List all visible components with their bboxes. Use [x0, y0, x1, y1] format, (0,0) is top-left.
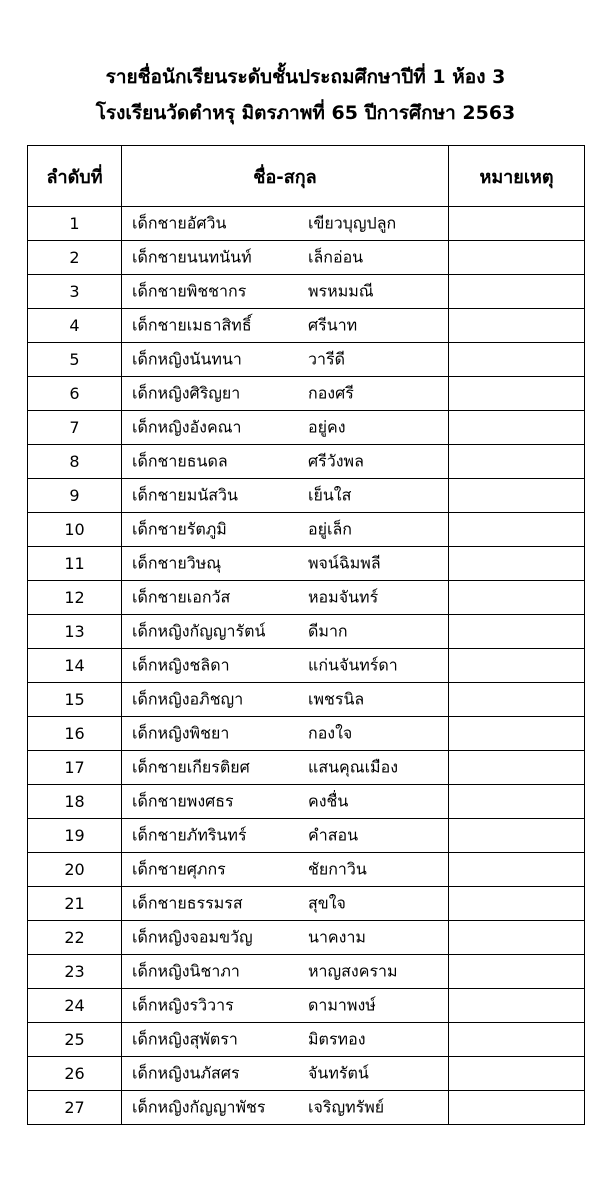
student-first-name: เด็กชายธนดล [132, 451, 228, 470]
row-number: 12 [28, 581, 122, 615]
remark-cell [449, 717, 585, 751]
remark-cell [449, 513, 585, 547]
student-last-name: ศรีนาท [308, 315, 358, 334]
student-first-name: เด็กหญิงนิชาภา [132, 961, 240, 980]
student-last-name: เล็กอ่อน [308, 247, 364, 266]
student-first-name: เด็กชายเอกวัส [132, 587, 231, 606]
remark-cell [449, 1023, 585, 1057]
table-row [28, 1057, 585, 1091]
student-name-cell [122, 853, 449, 887]
column-header-remark: หมายเหตุ [449, 146, 585, 207]
student-name-cell [122, 1091, 449, 1125]
student-first-name: เด็กหญิงนันทนา [132, 349, 242, 368]
table-row [28, 581, 585, 615]
remark-cell [449, 785, 585, 819]
student-name-cell [122, 751, 449, 785]
remark-cell [449, 445, 585, 479]
row-number: 18 [28, 785, 122, 819]
table-row [28, 921, 585, 955]
row-number: 17 [28, 751, 122, 785]
student-name-cell [122, 1023, 449, 1057]
remark-cell [449, 377, 585, 411]
remark-cell [449, 989, 585, 1023]
remark-cell [449, 751, 585, 785]
table-row [28, 955, 585, 989]
student-first-name: เด็กหญิงอภิชญา [132, 689, 244, 708]
student-name-cell [122, 275, 449, 309]
row-number: 19 [28, 819, 122, 853]
table-row [28, 411, 585, 445]
student-name-cell [122, 377, 449, 411]
row-number: 11 [28, 547, 122, 581]
student-last-name: มิตรทอง [308, 1029, 366, 1048]
remark-cell [449, 649, 585, 683]
student-name-cell [122, 683, 449, 717]
remark-cell [449, 853, 585, 887]
student-last-name: ศรีวังพล [308, 451, 364, 470]
table-row [28, 649, 585, 683]
row-number: 26 [28, 1057, 122, 1091]
student-first-name: เด็กชายพิชชากร [132, 281, 247, 300]
remark-cell [449, 547, 585, 581]
row-number: 23 [28, 955, 122, 989]
student-first-name: เด็กชายรัตภูมิ [132, 519, 227, 538]
student-last-name: พจน์ฉิมพลี [308, 553, 381, 572]
student-last-name: เย็นใส [308, 485, 352, 504]
student-last-name: สุขใจ [308, 893, 346, 912]
row-number: 22 [28, 921, 122, 955]
row-number: 27 [28, 1091, 122, 1125]
remark-cell [449, 241, 585, 275]
student-first-name: เด็กหญิงจอมขวัญ [132, 927, 253, 946]
remark-cell [449, 309, 585, 343]
student-last-name: กองใจ [308, 723, 353, 742]
student-first-name: เด็กหญิงชลิดา [132, 655, 230, 674]
row-number: 24 [28, 989, 122, 1023]
student-name-cell [122, 513, 449, 547]
student-last-name: กองศรี [308, 383, 354, 402]
student-last-name: อยู่เล็ก [308, 519, 352, 538]
student-first-name: เด็กชายภัทรินทร์ [132, 825, 247, 844]
row-number: 14 [28, 649, 122, 683]
table-row [28, 207, 585, 241]
student-first-name: เด็กหญิงพิชยา [132, 723, 230, 742]
table-row [28, 683, 585, 717]
student-first-name: เด็กชายศุภกร [132, 859, 226, 878]
student-last-name: คงชื่น [308, 791, 349, 810]
remark-cell [449, 955, 585, 989]
student-name-cell [122, 955, 449, 989]
remark-cell [449, 887, 585, 921]
student-last-name: คำสอน [308, 825, 358, 844]
row-number: 2 [28, 241, 122, 275]
student-name-cell [122, 1057, 449, 1091]
student-first-name: เด็กหญิงนภัสศร [132, 1063, 240, 1082]
row-number: 7 [28, 411, 122, 445]
row-number: 9 [28, 479, 122, 513]
table-row [28, 513, 585, 547]
student-last-name: นาคงาม [308, 927, 366, 946]
student-last-name: แก่นจันทร์ดา [308, 655, 398, 674]
remark-cell [449, 1091, 585, 1125]
row-number: 6 [28, 377, 122, 411]
student-name-cell [122, 309, 449, 343]
student-name-cell [122, 921, 449, 955]
student-first-name: เด็กชายนนทนันท์ [132, 247, 252, 266]
student-first-name: เด็กชายธรรมรส [132, 893, 243, 912]
table-row [28, 275, 585, 309]
remark-cell [449, 411, 585, 445]
table-row [28, 479, 585, 513]
student-last-name: จันทรัตน์ [308, 1063, 369, 1082]
remark-cell [449, 479, 585, 513]
column-header-name: ชื่อ-สกุล [122, 146, 449, 207]
student-name-cell [122, 717, 449, 751]
student-first-name: เด็กชายเมธาสิทธิ์ [132, 315, 252, 334]
student-name-cell [122, 411, 449, 445]
student-name-cell [122, 479, 449, 513]
row-number: 10 [28, 513, 122, 547]
table-row [28, 989, 585, 1023]
row-number: 16 [28, 717, 122, 751]
student-last-name: พรหมมณี [308, 281, 374, 300]
table-row [28, 309, 585, 343]
student-first-name: เด็กชายอัศวิน [132, 213, 227, 232]
student-last-name: วารีดี [308, 349, 345, 368]
row-number: 1 [28, 207, 122, 241]
student-last-name: ดีมาก [308, 621, 348, 640]
remark-cell [449, 819, 585, 853]
document-title: รายชื่อนักเรียนระดับชั้นประถมศึกษาปีที่ 1 ห้อง 3 [105, 66, 506, 88]
student-name-cell [122, 207, 449, 241]
table-row [28, 547, 585, 581]
student-name-cell [122, 989, 449, 1023]
row-number: 20 [28, 853, 122, 887]
remark-cell [449, 683, 585, 717]
table-header-row [28, 146, 585, 207]
student-first-name: เด็กหญิงศิริญยา [132, 383, 241, 402]
remark-cell [449, 207, 585, 241]
student-name-cell [122, 819, 449, 853]
student-last-name: แสนคุณเมือง [308, 757, 398, 776]
row-number: 25 [28, 1023, 122, 1057]
student-name-cell [122, 581, 449, 615]
student-name-cell [122, 785, 449, 819]
student-last-name: เจริญทรัพย์ [308, 1097, 385, 1116]
remark-cell [449, 343, 585, 377]
row-number: 8 [28, 445, 122, 479]
table-row [28, 1023, 585, 1057]
student-first-name: เด็กหญิงกัญญาพัชร [132, 1097, 266, 1116]
table-row [28, 615, 585, 649]
student-last-name: เขียวบุญปลูก [308, 213, 397, 232]
student-last-name: ชัยกาวิน [308, 859, 367, 878]
table-row [28, 377, 585, 411]
row-number: 13 [28, 615, 122, 649]
student-name-cell [122, 241, 449, 275]
student-roster-table [27, 145, 585, 1125]
table-row [28, 819, 585, 853]
table-row [28, 751, 585, 785]
student-name-cell [122, 343, 449, 377]
table-row [28, 785, 585, 819]
table-row [28, 343, 585, 377]
table-body [28, 207, 585, 1125]
student-name-cell [122, 615, 449, 649]
row-number: 15 [28, 683, 122, 717]
student-last-name: อยู่คง [308, 417, 346, 436]
student-first-name: เด็กชายวิษณุ [132, 553, 222, 572]
student-last-name: หอมจันทร์ [308, 587, 379, 606]
table-row [28, 445, 585, 479]
student-name-cell [122, 887, 449, 921]
table-row [28, 887, 585, 921]
row-number: 4 [28, 309, 122, 343]
remark-cell [449, 275, 585, 309]
student-first-name: เด็กหญิงอังคณา [132, 417, 242, 436]
document-subtitle: โรงเรียนวัดตำหรุ มิตรภาพที่ 65 ปีการศึกษา 2563 [95, 102, 516, 124]
table-row [28, 1091, 585, 1125]
table-row [28, 853, 585, 887]
student-first-name: เด็กชายมนัสวิน [132, 485, 238, 504]
student-last-name: ดามาพงษ์ [308, 995, 376, 1014]
student-first-name: เด็กหญิงกัญญารัตน์ [132, 621, 266, 640]
remark-cell [449, 1057, 585, 1091]
student-first-name: เด็กหญิงสุพัตรา [132, 1029, 238, 1048]
student-last-name: เพชรนิล [308, 689, 365, 708]
student-first-name: เด็กชายพงศธร [132, 791, 234, 810]
student-name-cell [122, 445, 449, 479]
student-name-cell [122, 649, 449, 683]
table-row [28, 717, 585, 751]
student-first-name: เด็กหญิงรวิวาร [132, 995, 234, 1014]
student-first-name: เด็กชายเกียรติยศ [132, 757, 250, 776]
row-number: 21 [28, 887, 122, 921]
student-last-name: หาญสงคราม [308, 961, 398, 980]
student-name-cell [122, 547, 449, 581]
remark-cell [449, 615, 585, 649]
row-number: 3 [28, 275, 122, 309]
row-number: 5 [28, 343, 122, 377]
table-row [28, 241, 585, 275]
column-header-number: ลำดับที่ [28, 146, 122, 207]
remark-cell [449, 921, 585, 955]
remark-cell [449, 581, 585, 615]
